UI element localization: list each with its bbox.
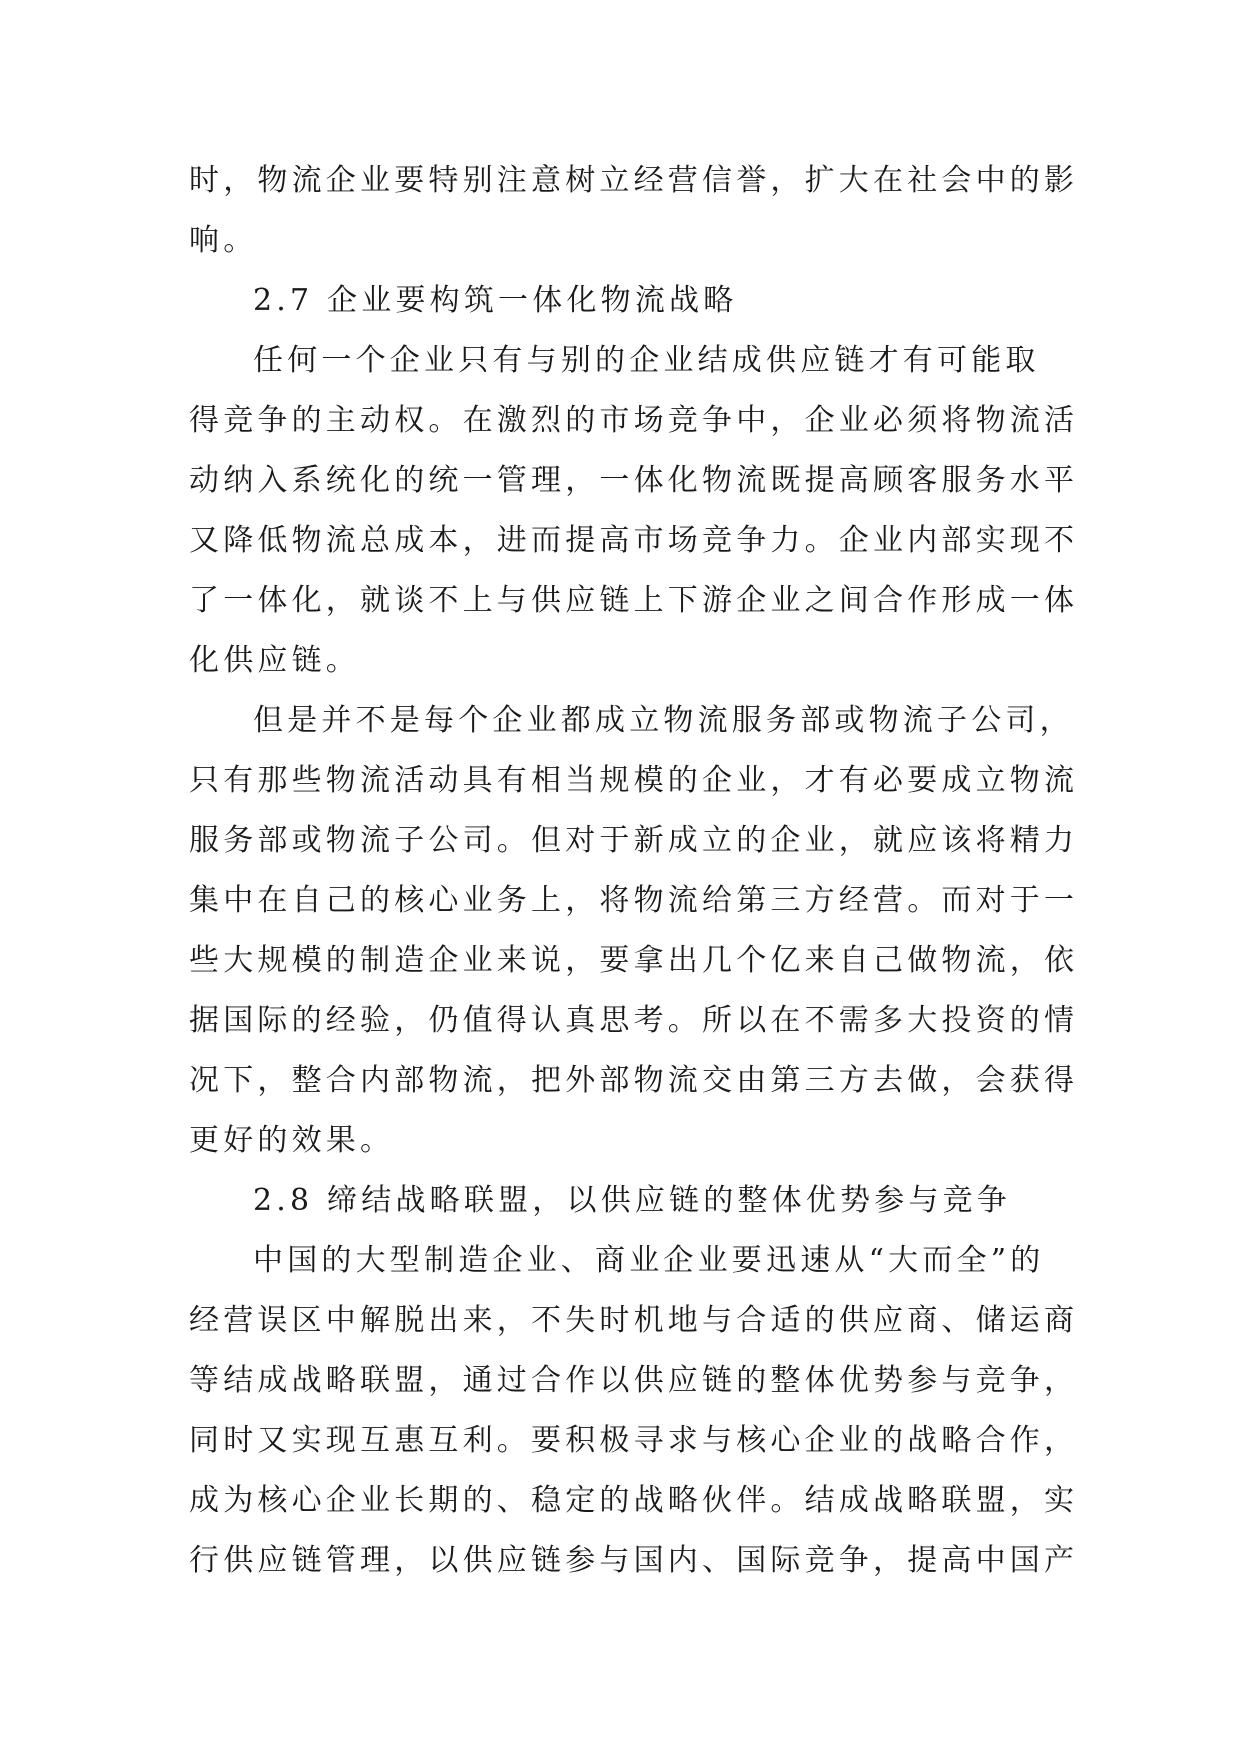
text-line: 况下，整合内部物流，把外部物流交由第三方去做，会获得 (189, 1063, 1079, 1098)
text-line: 但是并不是每个企业都成立物流服务部或物流子公司， (253, 703, 1074, 738)
section-heading-2-7: 2.7 企业要构筑一体化物流战略 (253, 283, 738, 318)
text-line: 得竞争的主动权。在激烈的市场竞争中，企业必须将物流活 (189, 403, 1079, 438)
text-line: 成为核心企业长期的、稳定的战略伙伴。结成战略联盟，实 (189, 1483, 1079, 1518)
text-line: 服务部或物流子公司。但对于新成立的企业，就应该将精力 (189, 823, 1079, 858)
section-heading-2-8: 2.8 缔结战略联盟，以供应链的整体优势参与竞争 (253, 1183, 1012, 1218)
text-line: 据国际的经验，仍值得认真思考。所以在不需多大投资的情 (189, 1003, 1079, 1038)
text-line: 中国的大型制造企业、商业企业要迅速从“大而全”的 (253, 1243, 1045, 1278)
text-line: 只有那些物流活动具有相当规模的企业，才有必要成立物流 (189, 763, 1079, 798)
text-line: 些大规模的制造企业来说，要拿出几个亿来自己做物流，依 (189, 943, 1079, 978)
text-line: 任何一个企业只有与别的企业结成供应链才有可能取 (253, 343, 1040, 378)
document-body (189, 151, 1079, 1591)
text-line: 响。 (189, 223, 258, 258)
text-line: 同时又实现互惠互利。要积极寻求与核心企业的战略合作， (189, 1423, 1079, 1458)
text-line: 等结成战略联盟，通过合作以供应链的整体优势参与竞争， (189, 1363, 1079, 1398)
text-line: 行供应链管理，以供应链参与国内、国际竞争，提高中国产 (189, 1543, 1079, 1578)
text-line: 化供应链。 (189, 643, 360, 678)
text-line: 更好的效果。 (189, 1123, 395, 1158)
text-line: 了一体化，就谈不上与供应链上下游企业之间合作形成一体 (189, 583, 1079, 618)
text-line: 集中在自己的核心业务上，将物流给第三方经营。而对于一 (189, 883, 1079, 918)
text-line: 时，物流企业要特别注意树立经营信誉，扩大在社会中的影 (189, 163, 1079, 198)
text-line: 又降低物流总成本，进而提高市场竞争力。企业内部实现不 (189, 523, 1079, 558)
text-line: 动纳入系统化的统一管理，一体化物流既提高顾客服务水平 (189, 463, 1079, 498)
text-line: 经营误区中解脱出来，不失时机地与合适的供应商、储运商 (189, 1303, 1079, 1338)
